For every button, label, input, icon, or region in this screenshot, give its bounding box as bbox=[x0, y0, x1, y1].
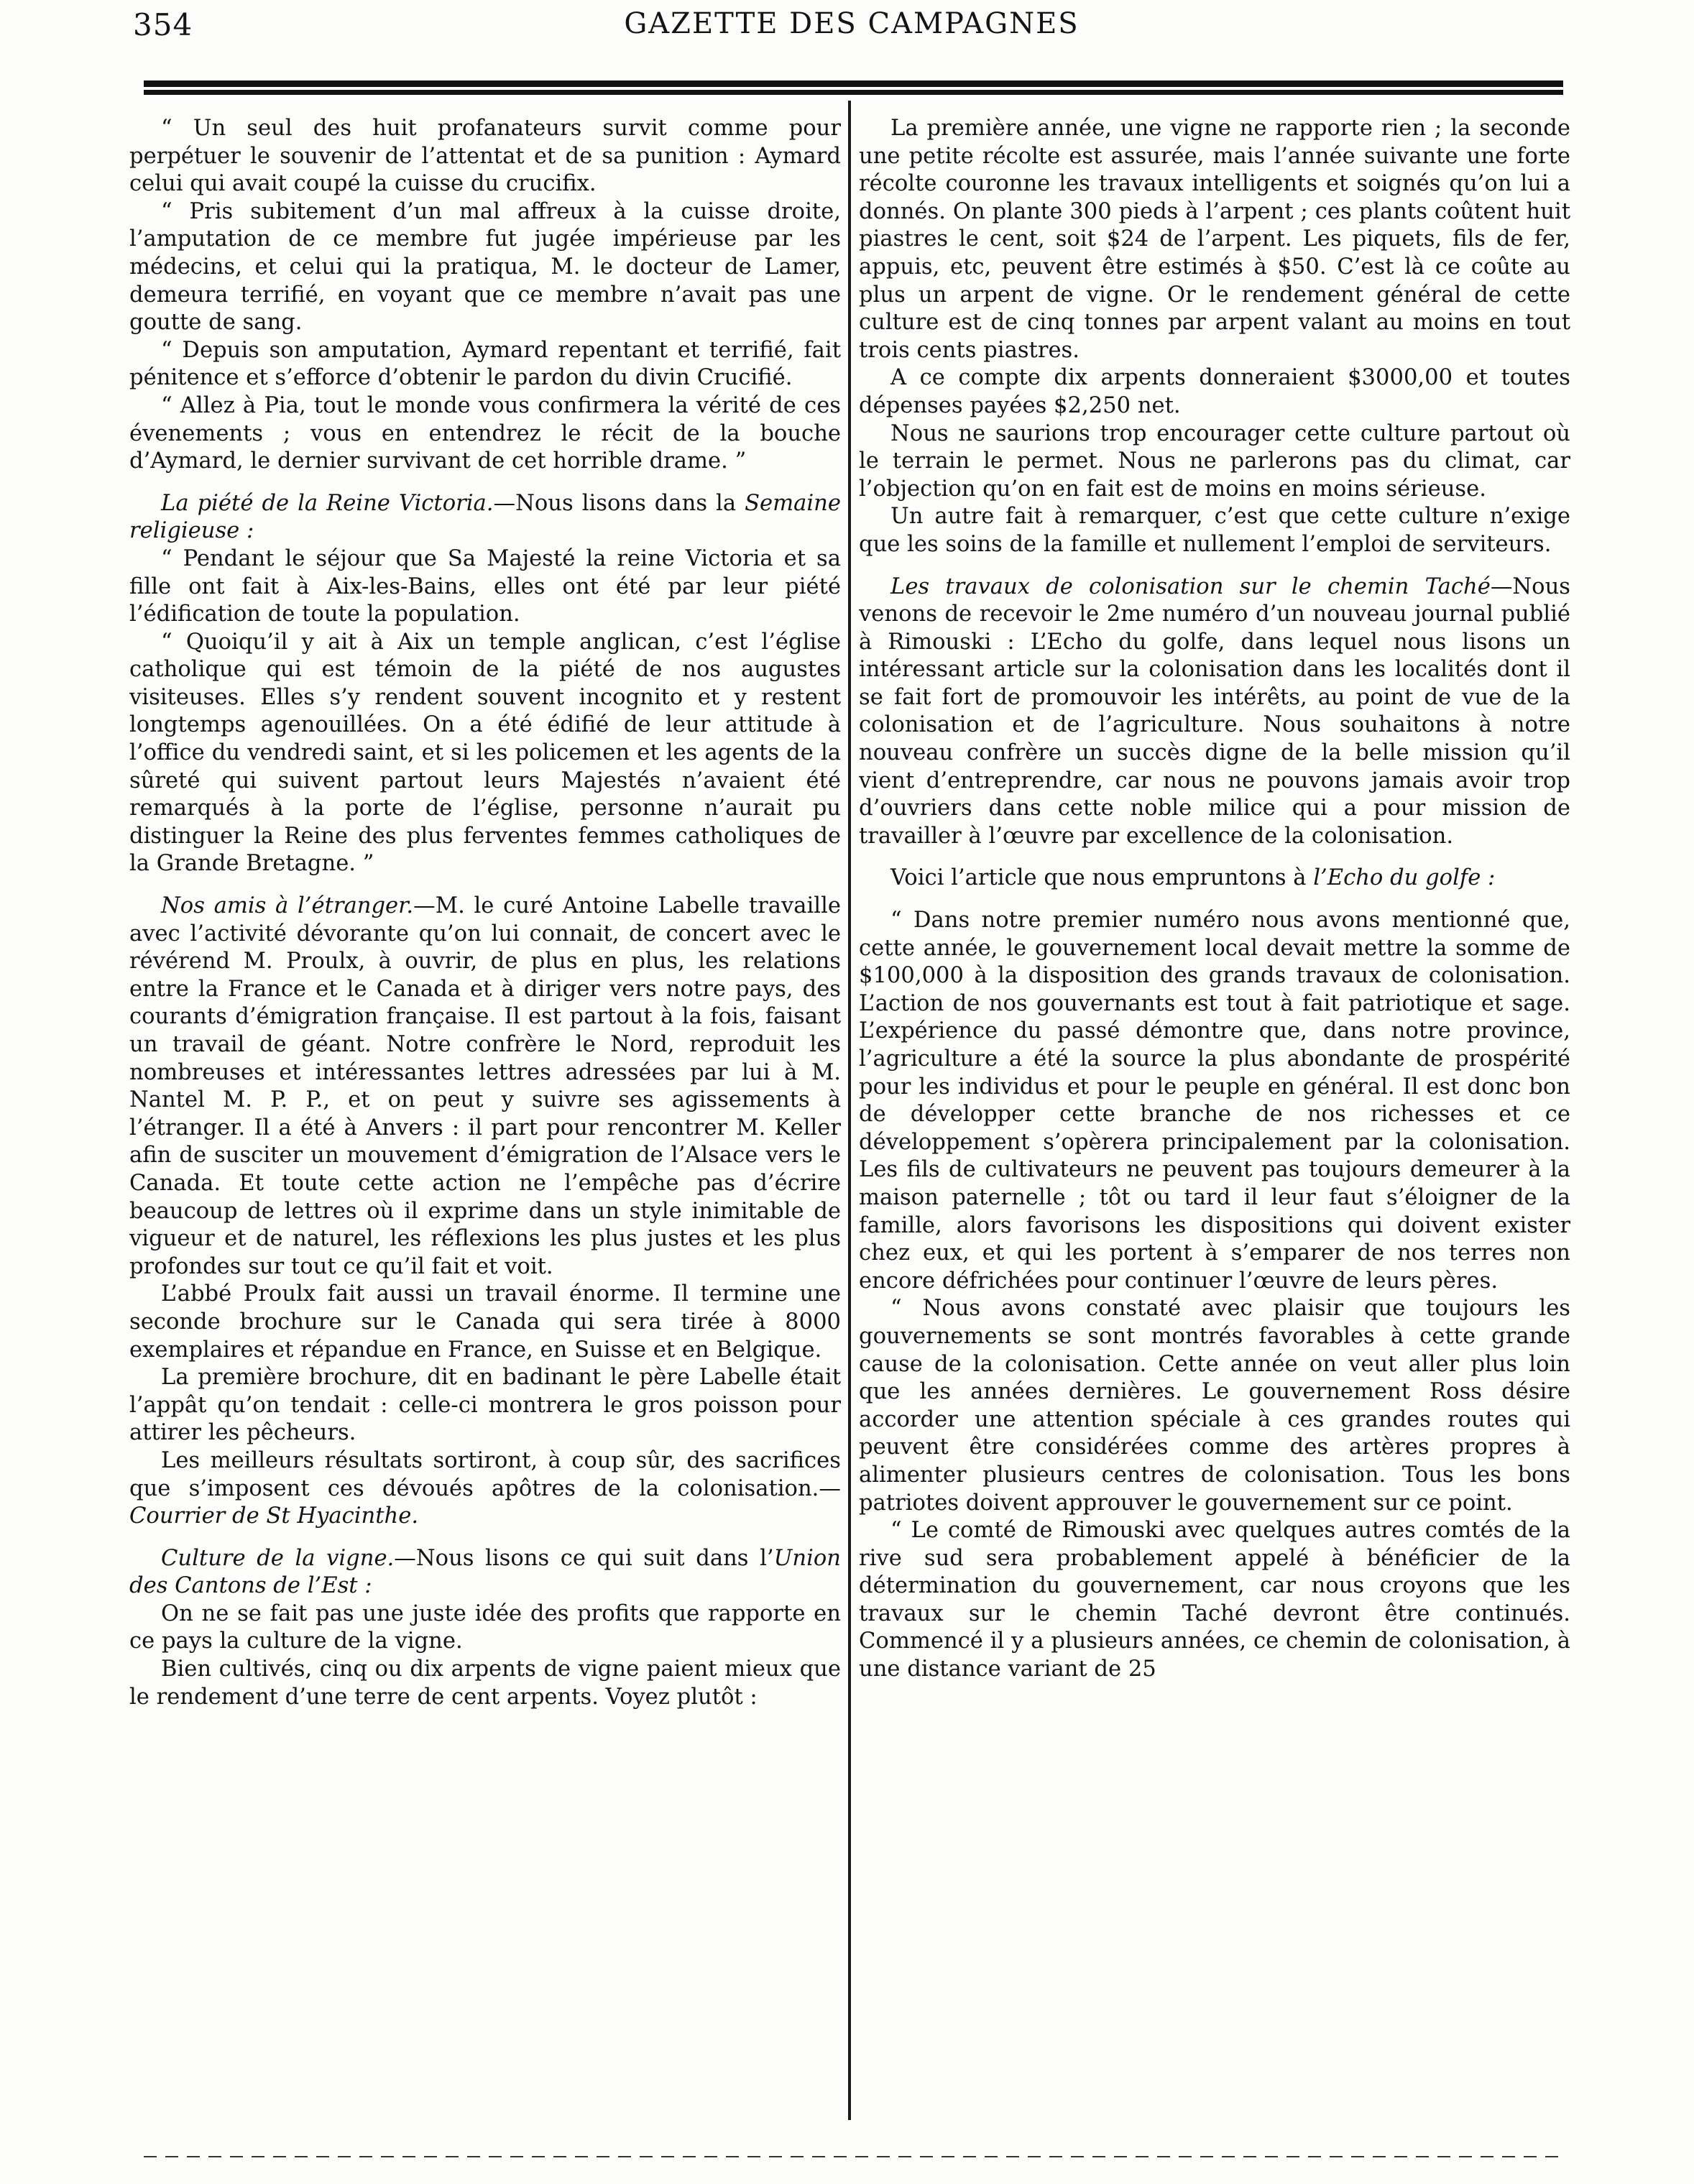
paragraph-text: La première année, une vigne ne rapporte rien ; la seconde une petite récolte est assurée, mais l’année suivante une forte récolte couronne les travaux intelligents et soignés qu’on lui a donnés. On plante 300 pieds à l’arpent ; ces plants coûtent huit piastres le cent, soit $24 de l’arpent. Les piquets, fils de fer, appuis, etc, peuvent être estimés à $50. C’est là ce coûte au plus un arpent de vigne. Or le rendement général de cette culture est de cinq tonnes par arpent valant au moins en tout trois cents piastres. bbox=[859, 116, 1570, 363]
paragraph-text: “ Le comté de Rimouski avec quelques autres comtés de la rive sud sera probablement appelé à bénéficier de la détermination du gouvernement, car nous croyons que les travaux sur le chemin Taché devront être continués. Commencé il y a plusieurs années, ce chemin de colonisation, à une distance variant de 25 bbox=[859, 1518, 1570, 1682]
footer-rule bbox=[144, 2156, 1563, 2157]
paragraph-text: “ Pendant le séjour que Sa Majesté la reine Victoria et sa fille ont fait à Aix-les-Bains, elles ont été par leur piété l’édification de toute la population. bbox=[129, 545, 841, 627]
paragraph-text: “ Depuis son amputation, Aymard repentant et terrifié, fait pénitence et s’efforce d’obtenir le pardon du divin Crucifié. bbox=[129, 337, 841, 391]
column-divider bbox=[848, 101, 851, 2120]
paragraph-text: On ne se fait pas une juste idée des profits que rapporte en ce pays la culture de la vigne. bbox=[129, 1600, 841, 1654]
page-number: 354 bbox=[133, 7, 193, 42]
paragraph bbox=[859, 907, 1570, 1295]
paragraph-text: “ Quoiqu’il y ait à Aix un temple anglican, c’est l’église catholique qui est témoin de la piété de nos augustes visiteuses. Elles s’y rendent souvent incognito et y restent longtemps agenouillées. On a été édifié de leur attitude à l’office du vendredi saint, et si les policemen et les agents de la sûreté qui suivent partout leurs Majestés n’avaient été remarqués à la porte de l’église, personne n’aurait pu distinguer la Reine des plus ferventes femmes catholiques de la Grande Bretagne. ” bbox=[129, 629, 841, 877]
paragraph-text: —Nous lisons dans la bbox=[493, 490, 745, 516]
paragraph bbox=[129, 1447, 841, 1531]
paragraph-text: “ Pris subitement d’un mal affreux à la cuisse droite, l’amputation de ce membre fut jugée impérieuse par les médecins, et celui qui la pratiqua, M. le docteur de Lamer, demeura terrifié, en voyant que ce membre n’avait pas une goutte de sang. bbox=[129, 198, 841, 336]
paragraph bbox=[859, 865, 1570, 893]
paragraph bbox=[129, 1600, 841, 1656]
paragraph bbox=[129, 115, 841, 198]
paragraph-text: A ce compte dix arpents donneraient $3000,00 et toutes dépenses payées $2,250 net. bbox=[859, 365, 1570, 418]
paragraph bbox=[859, 420, 1570, 504]
paragraph-text: —Nous lisons ce qui suit dans l’ bbox=[394, 1545, 774, 1571]
paragraph bbox=[859, 1295, 1570, 1517]
paragraph-text: Les meilleurs résultats sortiront, à coup sûr, des sacrifices que s’imposent ces dévoués apôtres de la colonisation.— bbox=[129, 1447, 841, 1501]
paragraph bbox=[129, 893, 841, 1281]
paragraph-text: —Nous venons de recevoir le 2me numéro d’un nouveau journal publié à Rimouski : L’Echo du golfe, dans lequel nous lisons un intéressant article sur la colonisation dans les localités dont il se fait fort de promouvoir les intérêts, au point de vue de la colonisation et de l’agriculture. Nous souhaitons à notre nouveau confrère un succès digne de la belle mission qu’il vient d’entreprendre, car nous ne pouvons jamais avoir trop d’ouvriers dans cette noble milice qui a pour mission de travailler à l’œuvre par excellence de la colonisation. bbox=[859, 573, 1570, 849]
paragraph-text: —M. le curé Antoine Labelle travaille avec l’activité dévorante qu’on lui connait, de concert avec le révérend M. Proulx, à ouvrir, de plus en plus, les relations entre la France et le Canada et à diriger vers notre pays, des courants d’émigration française. Il est partout à la fois, faisant un travail de géant. Notre confrère le Nord, reproduit les nombreuses et intéressantes lettres adressées par lui à M. Nantel M. P. P., et on peut y suivre ses agissements à l’étranger. Il a été à Anvers : il part pour rencontrer M. Keller afin de susciter un mouvement d’émigration de l’Alsace vers le Canada. Et toute cette action ne l’empêche pas d’écrire beaucoup de lettres où il exprime dans un style inimitable de vigueur et de naturel, les réflexions les plus justes et les plus profondes sur tout ce qu’il fait et voit. bbox=[129, 893, 841, 1279]
paragraph-text: “ Un seul des huit profanateurs survit comme pour perpétuer le souvenir de l’attentat et de sa punition : Aymard celui qui avait coupé la cuisse du crucifix. bbox=[129, 116, 841, 197]
paragraph bbox=[129, 1545, 841, 1600]
paragraph bbox=[129, 1364, 841, 1447]
source-citation: Courrier de St Hyacinthe. bbox=[129, 1503, 419, 1529]
left-column bbox=[129, 115, 841, 2113]
paragraph bbox=[129, 392, 841, 476]
paragraph-text: “ Nous avons constaté avec plaisir que toujours les gouvernements se sont montrés favorables à cette grande cause de la colonisation. Cette année on veut aller plus loin que les années dernières. Le gouvernement Ross désire accorder une attention spéciale à ces grandes routes qui peuvent être considérées comme des artères propres à alimenter plusieurs centres de colonisation. Tous les bons patriotes doivent approuver le gouvernement sur ce point. bbox=[859, 1296, 1570, 1516]
paragraph bbox=[859, 573, 1570, 851]
running-head bbox=[133, 7, 1570, 50]
paragraph bbox=[129, 1281, 841, 1364]
paragraph bbox=[859, 503, 1570, 558]
paragraph-text: Nous ne saurions trop encourager cette culture partout où le terrain le permet. Nous ne parlerons pas du climat, car l’objection qu’on en fait est de moins en moins sérieuse. bbox=[859, 420, 1570, 502]
paragraph bbox=[129, 545, 841, 629]
header-double-rule bbox=[144, 80, 1563, 90]
paragraph-text: L’abbé Proulx fait aussi un travail énorme. Il termine une seconde brochure sur le Canada qui sera tirée à 8000 exemplaires et répandue en France, en Suisse et en Belgique. bbox=[129, 1281, 841, 1363]
paragraph-text: Voici l’article que nous empruntons à bbox=[890, 865, 1314, 891]
paragraph bbox=[129, 629, 841, 878]
paragraph-text: Bien cultivés, cinq ou dix arpents de vigne paient mieux que le rendement d’une terre de cent arpents. Voyez plutôt : bbox=[129, 1657, 841, 1710]
paragraph bbox=[129, 198, 841, 337]
paragraph-text: La première brochure, dit en badinant le père Labelle était l’appât qu’on tendait : celle-ci montrera le gros poisson pour attirer les pêcheurs. bbox=[129, 1365, 841, 1446]
paragraph bbox=[859, 1517, 1570, 1684]
journal-title: GAZETTE DES CAMPAGNES bbox=[624, 7, 1080, 40]
paragraph-text: Un autre fait à remarquer, c’est que cette culture n’exige que les soins de la famille et nullement l’emploi de serviteurs. bbox=[859, 504, 1570, 557]
source-citation: Union des Cantons de l’Est : bbox=[129, 1545, 841, 1599]
source-citation: l’Echo du golfe : bbox=[1313, 865, 1496, 891]
paragraph bbox=[859, 115, 1570, 364]
paragraph bbox=[129, 490, 841, 545]
paragraph-text: “ Allez à Pia, tout le monde vous confirmera la vérité de ces évenements ; vous en entendrez le récit de la bouche d’Aymard, le dernier survivant de cet horrible drame. ” bbox=[129, 392, 841, 474]
paragraph bbox=[859, 364, 1570, 420]
article-heading: Nos amis à l’étranger. bbox=[161, 893, 414, 919]
article-heading: La piété de la Reine Victoria. bbox=[161, 490, 494, 516]
paragraph bbox=[129, 1656, 841, 1711]
article-heading: Les travaux de colonisation sur le chemin Taché bbox=[890, 573, 1491, 599]
paragraph bbox=[129, 337, 841, 392]
article-heading: Culture de la vigne. bbox=[161, 1545, 395, 1571]
right-column bbox=[859, 115, 1570, 2113]
paragraph-text: “ Dans notre premier numéro nous avons mentionné que, cette année, le gouvernement local devait mettre la somme de $100,000 à la disposition des grands travaux de colonisation. L’action de nos gouvernants est tout à fait patriotique et sage. L’expérience du passé démontre que, dans notre province, l’agriculture a été la source la plus abondante de prospérité pour les individus et pour le peuple en général. Il est donc bon de développer cette branche de nos richesses et ce développement s’opèrera principalement par la colonisation. Les fils de cultivateurs ne peuvent pas toujours demeurer à la maison paternelle ; tôt ou tard il leur faut s’éloigner de la famille, alors favorisons les dispositions qui doivent exister chez eux, et qui les portent à s’emparer de nos terres non encore défrichées pour continuer l’œuvre de leurs pères. bbox=[859, 908, 1570, 1294]
source-citation: Semaine religieuse : bbox=[129, 490, 841, 544]
